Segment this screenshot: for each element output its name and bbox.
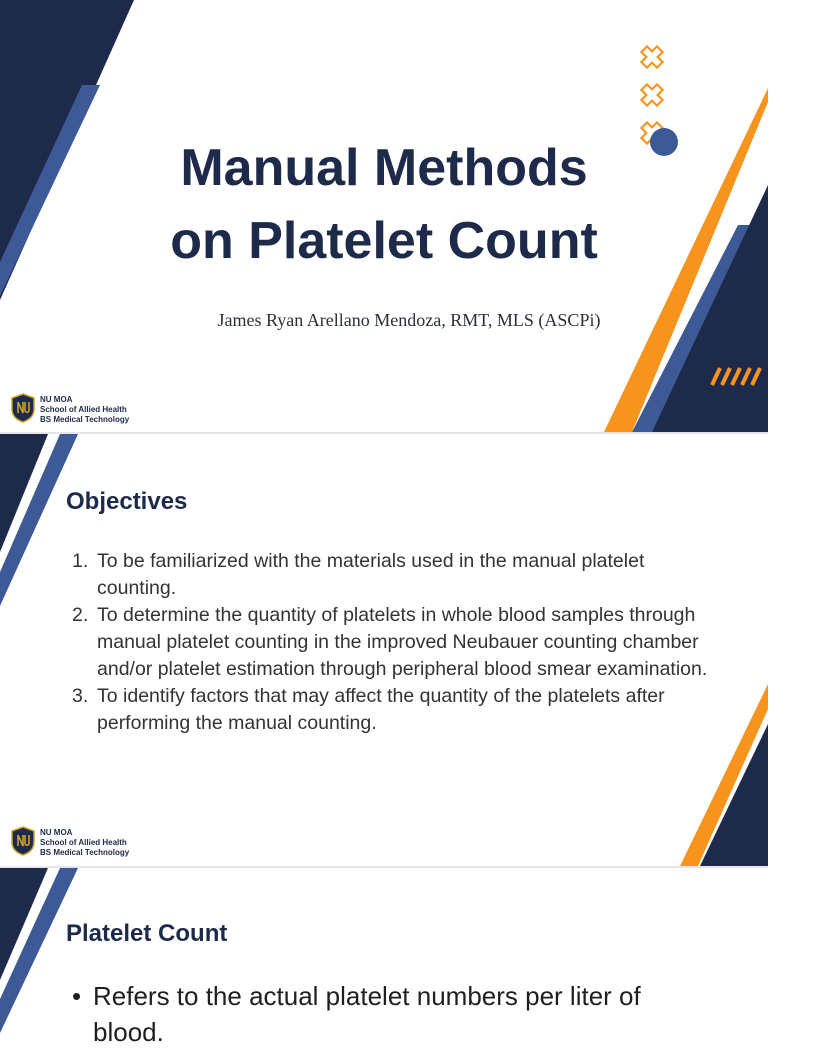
nu-seal-icon [10, 393, 36, 423]
logo-line-2: School of Allied Health [40, 405, 127, 414]
list-item-text: To determine the quantity of platelets in whole blood samples through manual platelet counting in the improved Neubauer counting chamber and/or platelet estimation through peripheral blood smear examination. [97, 604, 708, 680]
logo-line-3: BS Medical Technology [40, 415, 130, 424]
objectives-heading: Objectives [66, 488, 188, 515]
logo-line-1: NU MOA [40, 828, 73, 837]
logo-text [40, 828, 129, 858]
list-item [72, 683, 712, 737]
list-item [72, 548, 712, 602]
presentation-title-line2: on Platelet Count [170, 212, 598, 270]
list-item-text: To identify factors that may affect the quantity of the platelets after performing the manual counting. [97, 685, 665, 734]
logo-line-2: School of Allied Health [40, 838, 127, 847]
bullet-mark: • [72, 981, 82, 1011]
slide-platelet-count [0, 868, 768, 1047]
platelet-count-bullets [72, 978, 712, 1050]
slide-title [0, 0, 768, 432]
author-name: James Ryan Arellano Mendoza, RMT, MLS (ASCPi) [217, 310, 601, 330]
list-item-text: To be familiarized with the materials used in the manual platelet counting. [97, 550, 645, 599]
logo-line-1: NU MOA [40, 395, 73, 404]
list-number: 3. [72, 685, 89, 707]
list-number: 1. [72, 550, 89, 572]
slide-objectives [0, 434, 768, 866]
list-number: 2. [72, 604, 89, 626]
nu-seal-icon [10, 826, 36, 856]
logo-line-3: BS Medical Technology [40, 848, 130, 857]
platelet-count-heading: Platelet Count [66, 920, 228, 947]
list-item [72, 602, 712, 683]
objectives-list [72, 548, 712, 737]
navy-right-block [700, 724, 768, 866]
list-item [72, 978, 712, 1050]
logo-text [40, 395, 129, 425]
list-item-text: Refers to the actual platelet numbers per liter of blood. [93, 981, 641, 1047]
presentation-title-line1: Manual Methods [180, 139, 588, 197]
